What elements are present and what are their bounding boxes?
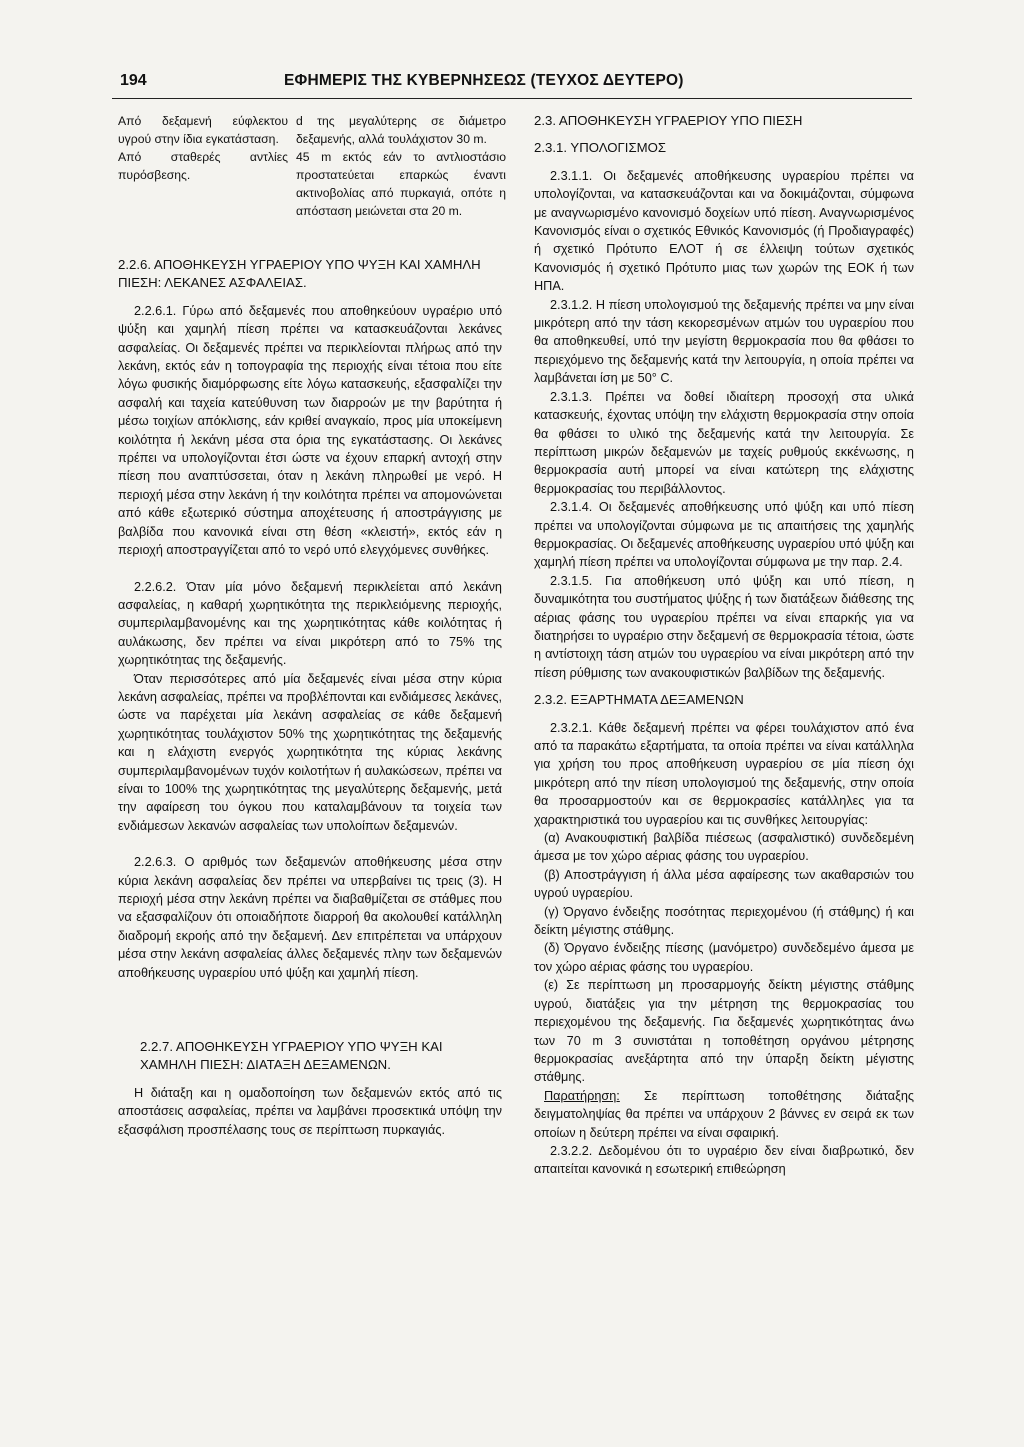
right-column	[534, 112, 914, 1179]
list-item: (α) Ανακουφιστική βαλβίδα πιέσεως (ασφαλιστικό) συνδεδεμένη άμεσα με τον χώρο αέριας φάσης του υγραερίου.	[534, 831, 914, 864]
gazette-title: ΕΦΗΜΕΡΙΣ ΤΗΣ ΚΥΒΕΡΝΗΣΕΩΣ (ΤΕΥΧΟΣ ΔΕΥΤΕΡΟ)	[284, 72, 684, 89]
section-heading: 2.3. ΑΠΟΘΗΚΕΥΣΗ ΥΓΡΑΕΡΙΟΥ ΥΠΟ ΠΙΕΣΗ	[534, 113, 803, 128]
paragraph: 2.2.6.3. Ο αριθμός των δεξαμενών αποθήκευσης μέσα στην κύρια λεκάνη ασφαλείας δεν πρέπει να υπερβαίνει τις τρεις (3). Η περιοχή μέσα στην λεκάνη πρέπει να διαβαθμίζεται σε στάθμες που να εξασφαλίζουν ότι οποιαδήποτε διαρροή θα ακολουθεί κατάλληλη διαδρομή εκροής από την δεξαμενή. Δεν επιτρέπεται να υπάρχουν μέσα στην λεκάνη ασφαλείας άλλες δεξαμενές πλην των δεξαμενών αποθήκευσης υγραερίου υπό ψύξη και χαμηλή πίεση.	[118, 855, 502, 980]
note-text: Σε περίπτωση τοποθέτησης διάταξης δειγματοληψίας θα πρέπει να υπάρχουν 2 βάννες εν σειρά εκ των οποίων η δεύτερη πρέπει να είναι σφαιρική.	[534, 1088, 914, 1140]
paragraph: 2.3.2.2. Δεδομένου ότι το υγραέριο δεν είναι διαβρωτικό, δεν απαιτείται κανονικά η εσωτερική επιθεώρηση	[534, 1143, 914, 1177]
distance-table	[118, 112, 506, 220]
paragraph: Όταν περισσότερες από μία δεξαμενές είναι μέσα στην κύρια λεκάνη ασφαλείας, πρέπει να προβλέπονται και ενδιάμεσες λεκάνες, ώστε να παρέχεται μία λεκάνη ασφαλείας σε κάθε δεξαμενή χωρητικότητας τουλάχιστον 50% της χωρητικότητας της δεξαμενής και η ελάχιστη ενεργός χωρητικότητα της κύριας λεκάνης συμπεριλαμβανομένων τυχόν κοιλοτήτων ή αυλακώσεων, πρέπει να είναι το 100% της χωρητικότητας της μεγαλύτερης δεξαμενής, μετά την αφαίρεση του όγκου που καταλαμβάνουν τα τοιχεία των ενδιάμεσων λεκανών ασφαλείας των υπολοίπων δεξαμενών.	[118, 671, 502, 833]
list-item: (ε) Σε περίπτωση μη προσαρμογής δείκτη μέγιστης στάθμης υγρού, διατάξεις για την μέτρηση της θερμοκρασίας του περιεχομένου της δεξαμενής. Για δεξαμενές χωρητικότητας άνω των 70 m 3 συνιστάται η τοποθέτηση οργάνου μέτρησης θερμοκρασίας ανεξάρτητα από την ύπαρξη δείκτη μέγιστης στάθμης.	[534, 978, 914, 1085]
table-cell: d της μεγαλύτερης σε διάμετρο δεξαμενής, αλλά τουλάχιστον 30 m.	[296, 114, 506, 146]
subsection-heading: 2.3.2. ΕΞΑΡΤΗΜΑΤΑ ΔΕΞΑΜΕΝΩΝ	[534, 692, 744, 708]
list-item: (β) Αποστράγγιση ή άλλα μέσα αφαίρεσης των ακαθαρσιών του υγρού υγραερίου.	[534, 867, 914, 901]
paragraph: 2.3.1.1. Οι δεξαμενές αποθήκευσης υγραερίου πρέπει να υπολογίζονται, να κατασκευάζονται και να δοκιμάζονται, σύμφωνα με αναγνωρισμένο κανονισμό δοχείων υπό πίεση. Αναγνωρισμένος Κανονισμός είναι ο σχετικός Εθνικός Κανονισμός (ή Προδιαγραφές) ή σχετικό Πρότυπο ΕΛΟΤ ή σε έλλειψη τούτων σχετικός Κανονισμός ή σχετικό Πρότυπο μιας των χωρών της ΕΟΚ ή των ΗΠΑ.	[534, 168, 914, 294]
page-header	[112, 68, 912, 99]
section-heading: 2.2.7. ΑΠΟΘΗΚΕΥΣΗ ΥΓΡΑΕΡΙΟΥ ΥΠΟ ΨΥΞΗ ΚΑΙ ΧΑΜΗΛΗ ΠΙΕΣΗ: ΔΙΑΤΑΞΗ ΔΕΞΑΜΕΝΩΝ.	[140, 1039, 443, 1073]
paragraph: Η διάταξη και η ομαδοποίηση των δεξαμενών εκτός από τις αποστάσεις ασφαλείας, πρέπει να λαμβάνει προσεκτικά υπόψη την εξασφάλιση προσπέλασης τους σε περίπτωση πυρκαγιάς.	[118, 1085, 502, 1137]
left-column	[118, 112, 506, 1139]
note-label: Παρατήρηση:	[544, 1088, 620, 1103]
table-cell: Από σταθερές αντλίες πυρόσβεσης.	[118, 150, 288, 182]
table-cell: Από δεξαμενή εύφλεκτου υγρού στην ίδια εγκατάσταση.	[118, 114, 288, 146]
paragraph: 2.3.2.1. Κάθε δεξαμενή πρέπει να φέρει τουλάχιστον από ένα από τα παρακάτω εξαρτήματα, τα οποία πρέπει να είναι κατάλληλα για χρήση του προς αποθήκευση υγραερίου σε μία πίεση όχι μικρότερη από την πίεση υπολογισμού της δεξαμενής, στην οποία θα προσαρμοστούν και σε θερμοκρασίες κατάλληλες για τα χαρακτηριστικά του υγραερίου και τις συνθήκες λειτουργίας:	[534, 720, 914, 827]
paragraph: 2.3.1.5. Για αποθήκευση υπό ψύξη και υπό πίεση, η δυναμικότητα του συστήματος ψύξης ή των διατάξεων διάθεσης της αέριας φάσης του υγραερίου πρέπει να είναι επαρκής για να διατηρήσει το υγραέριο στην δεξαμενή σε θερμοκρασία τέτοια, ώστε η αντίστοιχη τάση ατμών του υγραερίου να είναι μικρότερη από την πίεση ρύθμισης των ανακουφιστικών βαλβίδων της δεξαμενής.	[534, 573, 914, 680]
list-item: (δ) Όργανο ένδειξης πίεσης (μανόμετρο) συνδεδεμένο άμεσα με τον χώρο αέριας φάσης του υγραερίου.	[534, 941, 914, 974]
note	[534, 1087, 914, 1142]
paragraph: 2.3.1.4. Οι δεξαμενές αποθήκευσης υπό ψύξη και υπό πίεση πρέπει να υπολογίζονται σύμφωνα με τις απαιτήσεις της χαμηλής θερμοκρασίας. Οι δεξαμενές αποθήκευσης υγραερίου υπό ψύξη και χαμηλή πίεση πρέπει να υπολογίζονται σύμφωνα με την παρ. 2.4.	[534, 500, 914, 570]
table-cell: 45 m εκτός εάν το αντλιοστάσιο προστατεύεται επαρκώς έναντι ακτινοβολίας από πυρκαγιά, οπότε η απόσταση μειώνεται στα 20 m.	[296, 150, 506, 218]
paragraph: 2.3.1.3. Πρέπει να δοθεί ιδιαίτερη προσοχή στα υλικά κατασκευής, έχοντας υπόψη την ελάχιστη θερμοκρασία στην οποία θα φθάσει το υλικό της δεξαμενής κατά την λειτουργία. Σε περίπτωση μικρών δεξαμενών με ταχείς ρυθμούς εκκένωσης, η θερμοκρασία αυτή μπορεί να είναι κατώτερη της ελάχιστης θερμοκρασίας του περιβάλλοντος.	[534, 389, 914, 496]
page-number: 194	[120, 72, 147, 89]
subsection-heading: 2.3.1. ΥΠΟΛΟΓΙΣΜΟΣ	[534, 140, 667, 156]
section-heading: 2.2.6. ΑΠΟΘΗΚΕΥΣΗ ΥΓΡΑΕΡΙΟΥ ΥΠΟ ΨΥΞΗ ΚΑΙ ΧΑΜΗΛΗ ΠΙΕΣΗ: ΛΕΚΑΝΕΣ ΑΣΦΑΛΕΙΑΣ.	[118, 257, 481, 291]
paragraph: 2.2.6.1. Γύρω από δεξαμενές που αποθηκεύουν υγραέριο υπό ψύξη και χαμηλή πίεση πρέπει να κατασκευάζονται λεκάνες ασφαλείας. Οι δεξαμενές πρέπει να περικλείονται πλήρως από την λεκάνη, εκτός εάν η τοπογραφία της περιοχής είναι τέτοια που είτε λόγω φυσικής διαμόρφωσης είτε λόγω κατασκευής, εξασφαλίζει την ασφαλή και ταχεία κατεύθυνση των διαρροών με την βαρύτητα ή μέσω τοιχίων απόκλισης, εάν κριθεί αναγκαίο, προς μία υποκείμενη κοιλότητα ή λεκάνη μέσα στα όρια της εγκατάστασης. Οι λεκάνες πρέπει να υπολογίζονται έτσι ώστε να έχουν επαρκή αντοχή στην πίεση που αναπτύσσεται, όταν η λεκάνη πληρωθεί με νερό. Η περιοχή μέσα στην λεκάνη ή την κοιλότητα πρέπει να απομονώνεται από κάθε εξωτερικό σύστημα αποχέτευσης ή αποστράγγισης με βαλβίδα που κανονικά είναι στη θέση «κλειστή», εκτός εάν η περιοχή αποστραγγίζεται από το νερό υπό ελεγχόμενες συνθήκες.	[118, 303, 502, 558]
paragraph: 2.2.6.2. Όταν μία μόνο δεξαμενή περικλείεται από λεκάνη ασφαλείας, η καθαρή χωρητικότητα της περικλειόμενης περιοχής, συμπεριλαμβανομένης και της χωρητικότητας κάθε κοιλότητας ή αυλάκωσης, δεν πρέπει να είναι μικρότερη από το 75% της χωρητικότητας της δεξαμενής.	[118, 579, 502, 668]
paragraph: 2.3.1.2. Η πίεση υπολογισμού της δεξαμενής πρέπει να μην είναι μικρότερη από την τάση κεκορεσμένων ατμών του υγραερίου που θα αποθηκευθεί, υπό την μεγίστη θερμοκρασία που θα φθάσει το περιεχόμενο της δεξαμενής κατά την λειτουργία, η οποία πρέπει να λαμβάνεται ίση με 50° C.	[534, 297, 914, 386]
list-item: (γ) Όργανο ένδειξης ποσότητας περιεχομένου (ή στάθμης) ή και δείκτη μέγιστης στάθμης.	[534, 904, 914, 938]
